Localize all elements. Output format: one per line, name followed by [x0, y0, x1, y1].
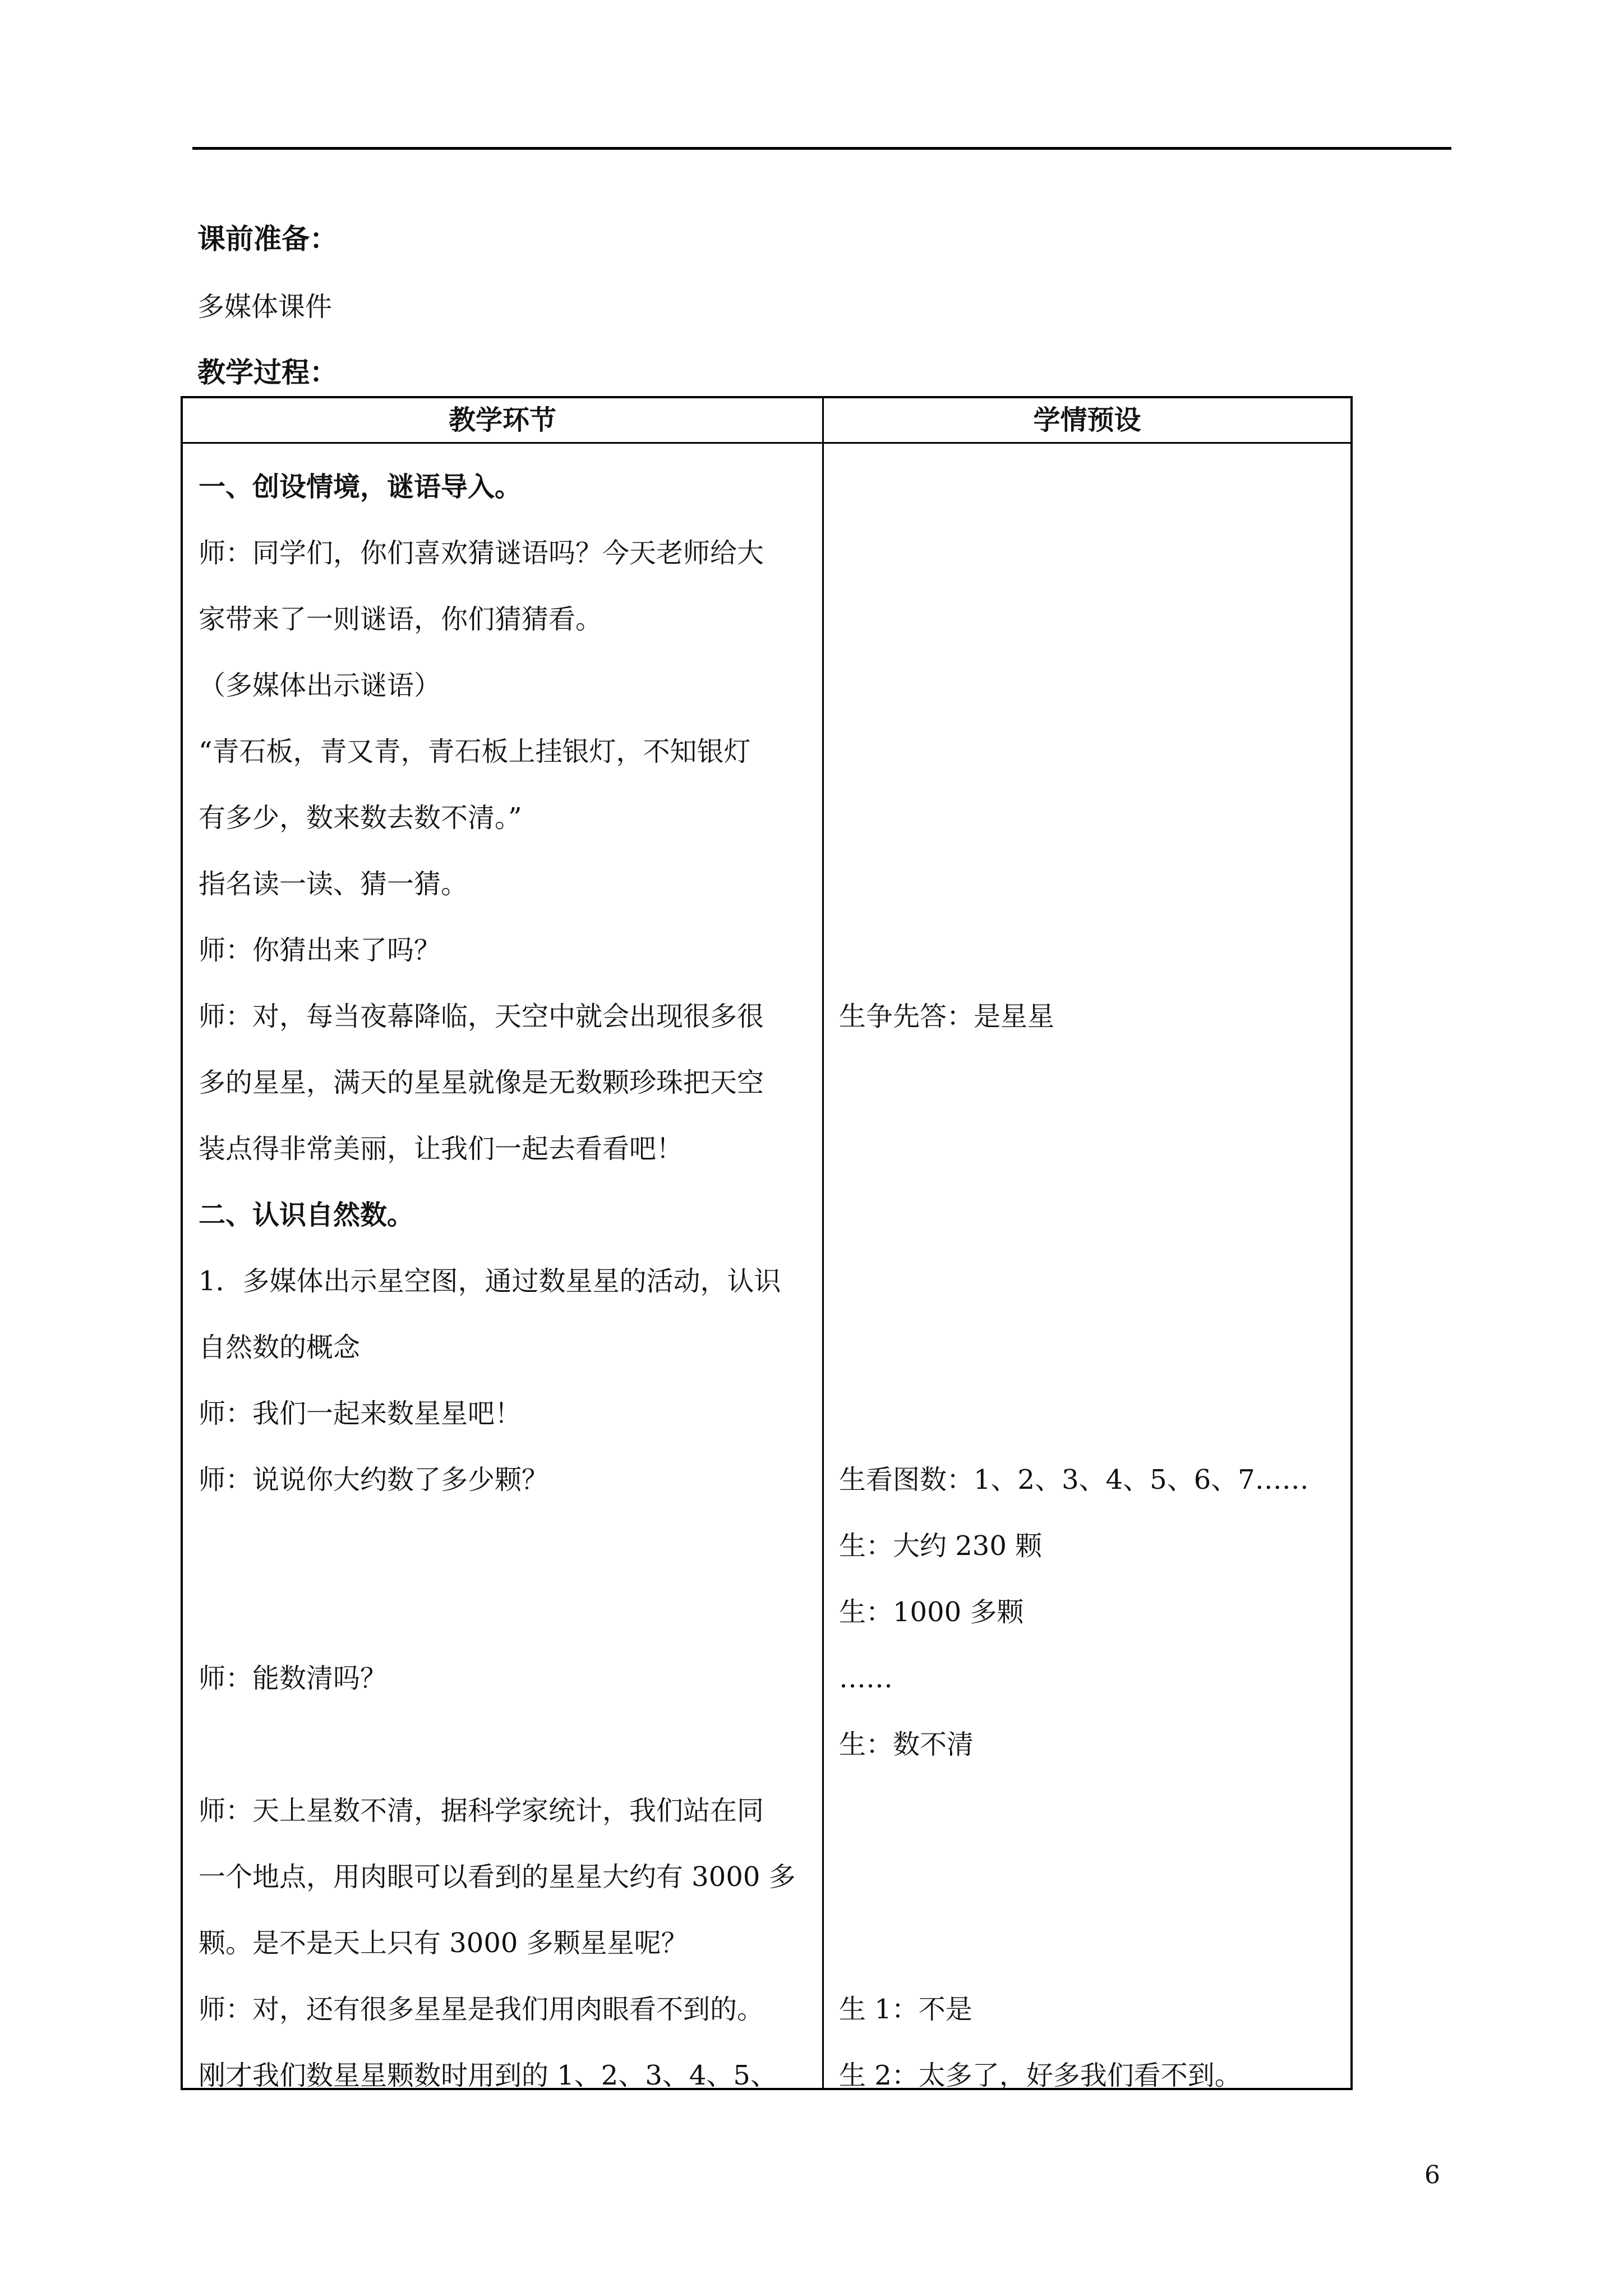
table-left-line: 师：能数清吗？	[199, 1663, 388, 1694]
table-left-line: 家带来了一则谜语，你们猜猜看。	[199, 604, 603, 635]
table-left-line: 师：对，每当夜幕降临，天空中就会出现很多很	[199, 1001, 764, 1032]
header-rule	[192, 147, 1451, 150]
table-right-line: 生看图数：1、2、3、4、5、6、7……	[839, 1464, 1309, 1496]
header-teaching-stage: 教学环节	[448, 404, 556, 436]
table-left-line: 师：同学们，你们喜欢猜谜语吗？今天老师给大	[199, 537, 764, 569]
table-left-line: 一个地点，用肉眼可以看到的星星大约有 3000 多	[199, 1861, 796, 1893]
section-label-process: 教学过程：	[197, 356, 338, 389]
table-right-line: 生：数不清	[839, 1729, 974, 1760]
prep-item: 多媒体课件	[197, 291, 333, 323]
table-left-line: 指名读一读、猜一猜。	[199, 868, 468, 900]
table-left-line: （多媒体出示谜语）	[199, 670, 441, 701]
section-label-prep: 课前准备：	[197, 222, 338, 255]
column-divider	[822, 398, 824, 2088]
teaching-process-table	[181, 396, 1353, 2090]
table-left-line: “青石板，青又青，青石板上挂银灯，不知银灯	[199, 736, 751, 767]
table-left-line: 自然数的概念	[199, 1332, 361, 1363]
table-left-line: 二、认识自然数。	[199, 1199, 414, 1231]
header-row-rule	[183, 442, 1350, 444]
table-left-line: 装点得非常美丽，让我们一起去看看吧！	[199, 1133, 684, 1165]
table-left-line: 一、创设情境，谜语导入。	[199, 471, 522, 503]
table-left-line: 有多少，数来数去数不清。”	[199, 802, 522, 834]
table-right-line: 生：大约 230 颗	[839, 1530, 1043, 1562]
table-right-line: 生：1000 多颗	[839, 1596, 1024, 1628]
table-left-line: 师：对，还有很多星星是我们用肉眼看不到的。	[199, 1994, 764, 2025]
table-left-line: 师：你猜出来了吗？	[199, 935, 441, 966]
page-number: 6	[1424, 2161, 1440, 2189]
table-left-line: 师：天上星数不清，据科学家统计，我们站在同	[199, 1795, 764, 1826]
table-left-line: 多的星星，满天的星星就像是无数颗珍珠把天空	[199, 1067, 764, 1098]
table-right-line: ……	[839, 1663, 893, 1694]
header-learning-presets: 学情预设	[1033, 404, 1141, 436]
table-left-line: 1．多媒体出示星空图，通过数星星的活动，认识	[199, 1266, 781, 1297]
table-left-line: 刚才我们数星星颗数时用到的 1、2、3、4、5、	[199, 2060, 777, 2091]
table-right-line: 生争先答：是星星	[839, 1001, 1055, 1032]
table-left-line: 师：我们一起来数星星吧！	[199, 1398, 522, 1429]
table-right-line: 生 2：太多了，好多我们看不到。	[839, 2060, 1242, 2091]
table-left-line: 颗。是不是天上只有 3000 多颗星星呢？	[199, 1927, 688, 1959]
table-right-line: 生 1：不是	[839, 1994, 972, 2025]
table-left-line: 师：说说你大约数了多少颗？	[199, 1464, 549, 1496]
